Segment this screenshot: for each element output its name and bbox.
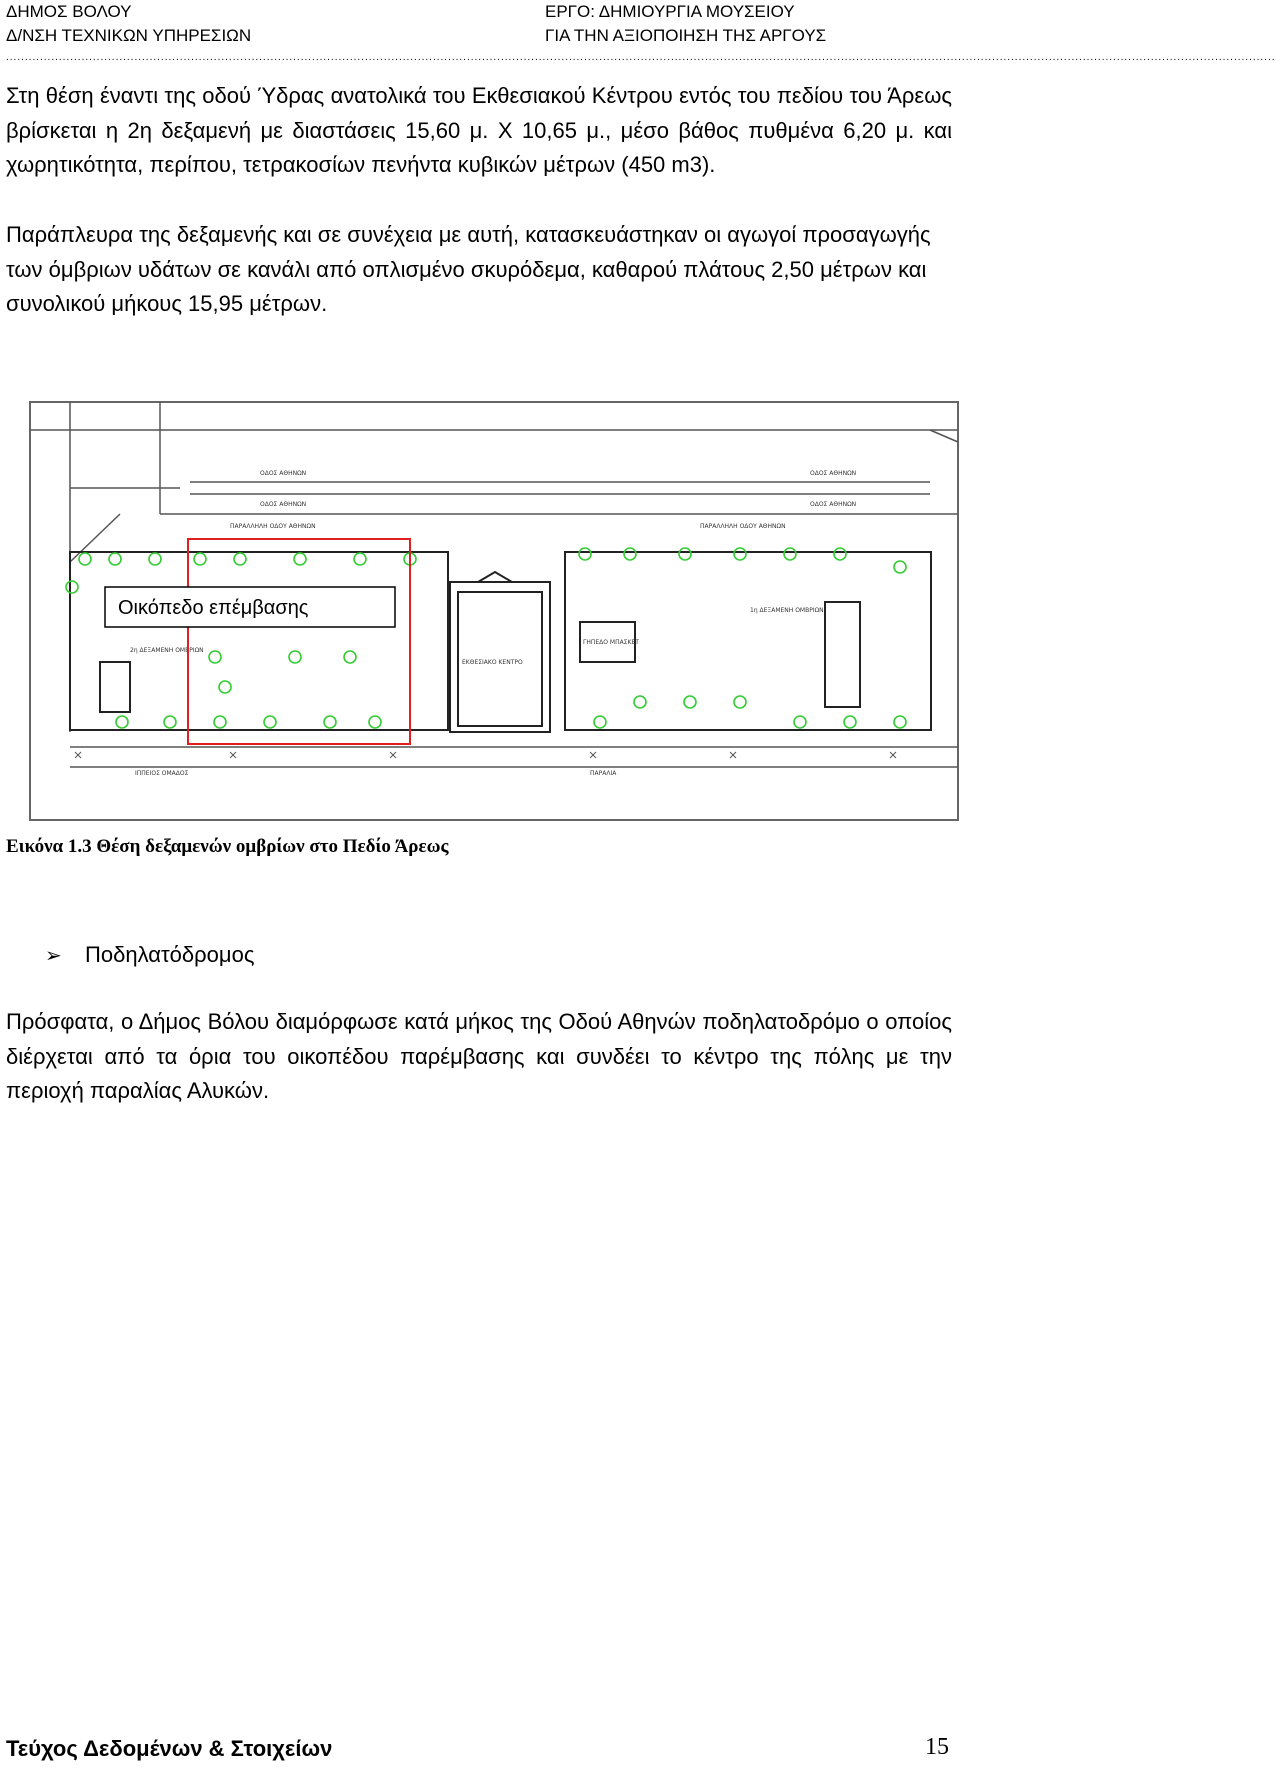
figure-caption: Εικόνα 1.3 Θέση δεξαμενών ομβρίων στο Πεδίο Άρεως xyxy=(6,836,449,857)
section-title: Ποδηλατόδρομος xyxy=(85,942,255,967)
paragraph-bike-lane: Πρόσφατα, ο Δήμος Βόλου διαμόρφωσε κατά μήκος της Οδού Αθηνών ποδηλατοδρόμο ο οποίος διέρχεται από τα όρια του οικοπέδου παρέμβασης και συνδέει το κέντρο της πόλης με την περιοχή παραλίας Αλυκών. xyxy=(6,1009,952,1103)
map-label-street-1: ΟΔΟΣ ΑΘΗΝΩΝ xyxy=(260,470,307,477)
arrow-bullet-icon: ➢ xyxy=(45,945,62,967)
map-label-street-2: ΟΔΟΣ ΑΘΗΝΩΝ xyxy=(810,470,857,477)
map-label-exhibition: ΕΚΘΕΣΙΑΚΟ ΚΕΝΤΡΟ xyxy=(462,659,523,666)
page-number: 15 xyxy=(925,1734,949,1760)
map-label-paralia: ΠΑΡΑΛΙΑ xyxy=(590,770,617,777)
map-label-basketball: ΓΗΠΕΔΟ ΜΠΑΣΚΕΤ xyxy=(583,639,639,646)
map-label-parallel-1: ΠΑΡΑΛΛΗΛΗ ΟΔΟΥ ΑΘΗΝΩΝ xyxy=(230,523,316,530)
site-plan-figure xyxy=(30,402,958,822)
plot-label: Οικόπεδο επέμβασης xyxy=(118,597,309,619)
header-project: ΕΡΓΟ: ΔΗΜΙΟΥΡΓΙΑ ΜΟΥΣΕΙΟΥ xyxy=(545,2,795,21)
header-municipality: ΔΗΜΟΣ ΒΟΛΟΥ xyxy=(6,2,132,21)
header-department: Δ/ΝΣΗ ΤΕΧΝΙΚΩΝ ΥΠΗΡΕΣΙΩΝ xyxy=(6,26,252,45)
map-label-tank-1: 1η ΔΕΞΑΜΕΝΗ ΟΜΒΡΙΩΝ xyxy=(750,607,824,614)
paragraph-channel: Παράπλευρα της δεξαμενής και σε συνέχεια με αυτή, κατασκευάστηκαν οι αγωγοί προσαγωγής των όμβριων υδάτων σε κανάλι από οπλισμένο σκυρόδεμα, καθαρού πλάτους 2,50 μέτρων και συνολικού μήκους 15,95 μέτρων. xyxy=(6,222,931,316)
paragraph-tank-2: Στη θέση έναντι της οδού Ύδρας ανατολικά του Εκθεσιακού Κέντρου εντός του πεδίου του Άρεως βρίσκεται η 2η δεξαμενή με διαστάσεις 15,60 μ. Χ 10,65 μ., μέσο βάθος πυθμένα 6,20 μ. και χωρητικότητα, περίπου, τετρακοσίων πενήντα κυβικών μέτρων (450 m3). xyxy=(6,83,952,177)
map-label-bottom-street: ΙΠΠΕΙΟΣ ΟΜΑΔΟΣ xyxy=(135,770,189,777)
map-label-street-4: ΟΔΟΣ ΑΘΗΝΩΝ xyxy=(810,501,857,508)
map-label-tank-2: 2η ΔΕΞΑΜΕΝΗ ΟΜΒΡΙΩΝ xyxy=(130,647,204,654)
header-dotted-rule: ................................................................................................................................................................................................................................................................................................................................................ xyxy=(6,52,1276,63)
map-label-parallel-2: ΠΑΡΑΛΛΗΛΗ ΟΔΟΥ ΑΘΗΝΩΝ xyxy=(700,523,786,530)
header-right xyxy=(545,0,826,48)
header-project-sub: ΓΙΑ ΤΗΝ ΑΞΙΟΠΟΙΗΣΗ ΤΗΣ ΑΡΓΟΥΣ xyxy=(545,26,827,45)
header-left xyxy=(6,0,251,48)
map-label-street-3: ΟΔΟΣ ΑΘΗΝΩΝ xyxy=(260,501,307,508)
footer-title: Τεύχος Δεδομένων & Στοιχείων xyxy=(6,1736,333,1761)
section-heading xyxy=(45,940,254,971)
